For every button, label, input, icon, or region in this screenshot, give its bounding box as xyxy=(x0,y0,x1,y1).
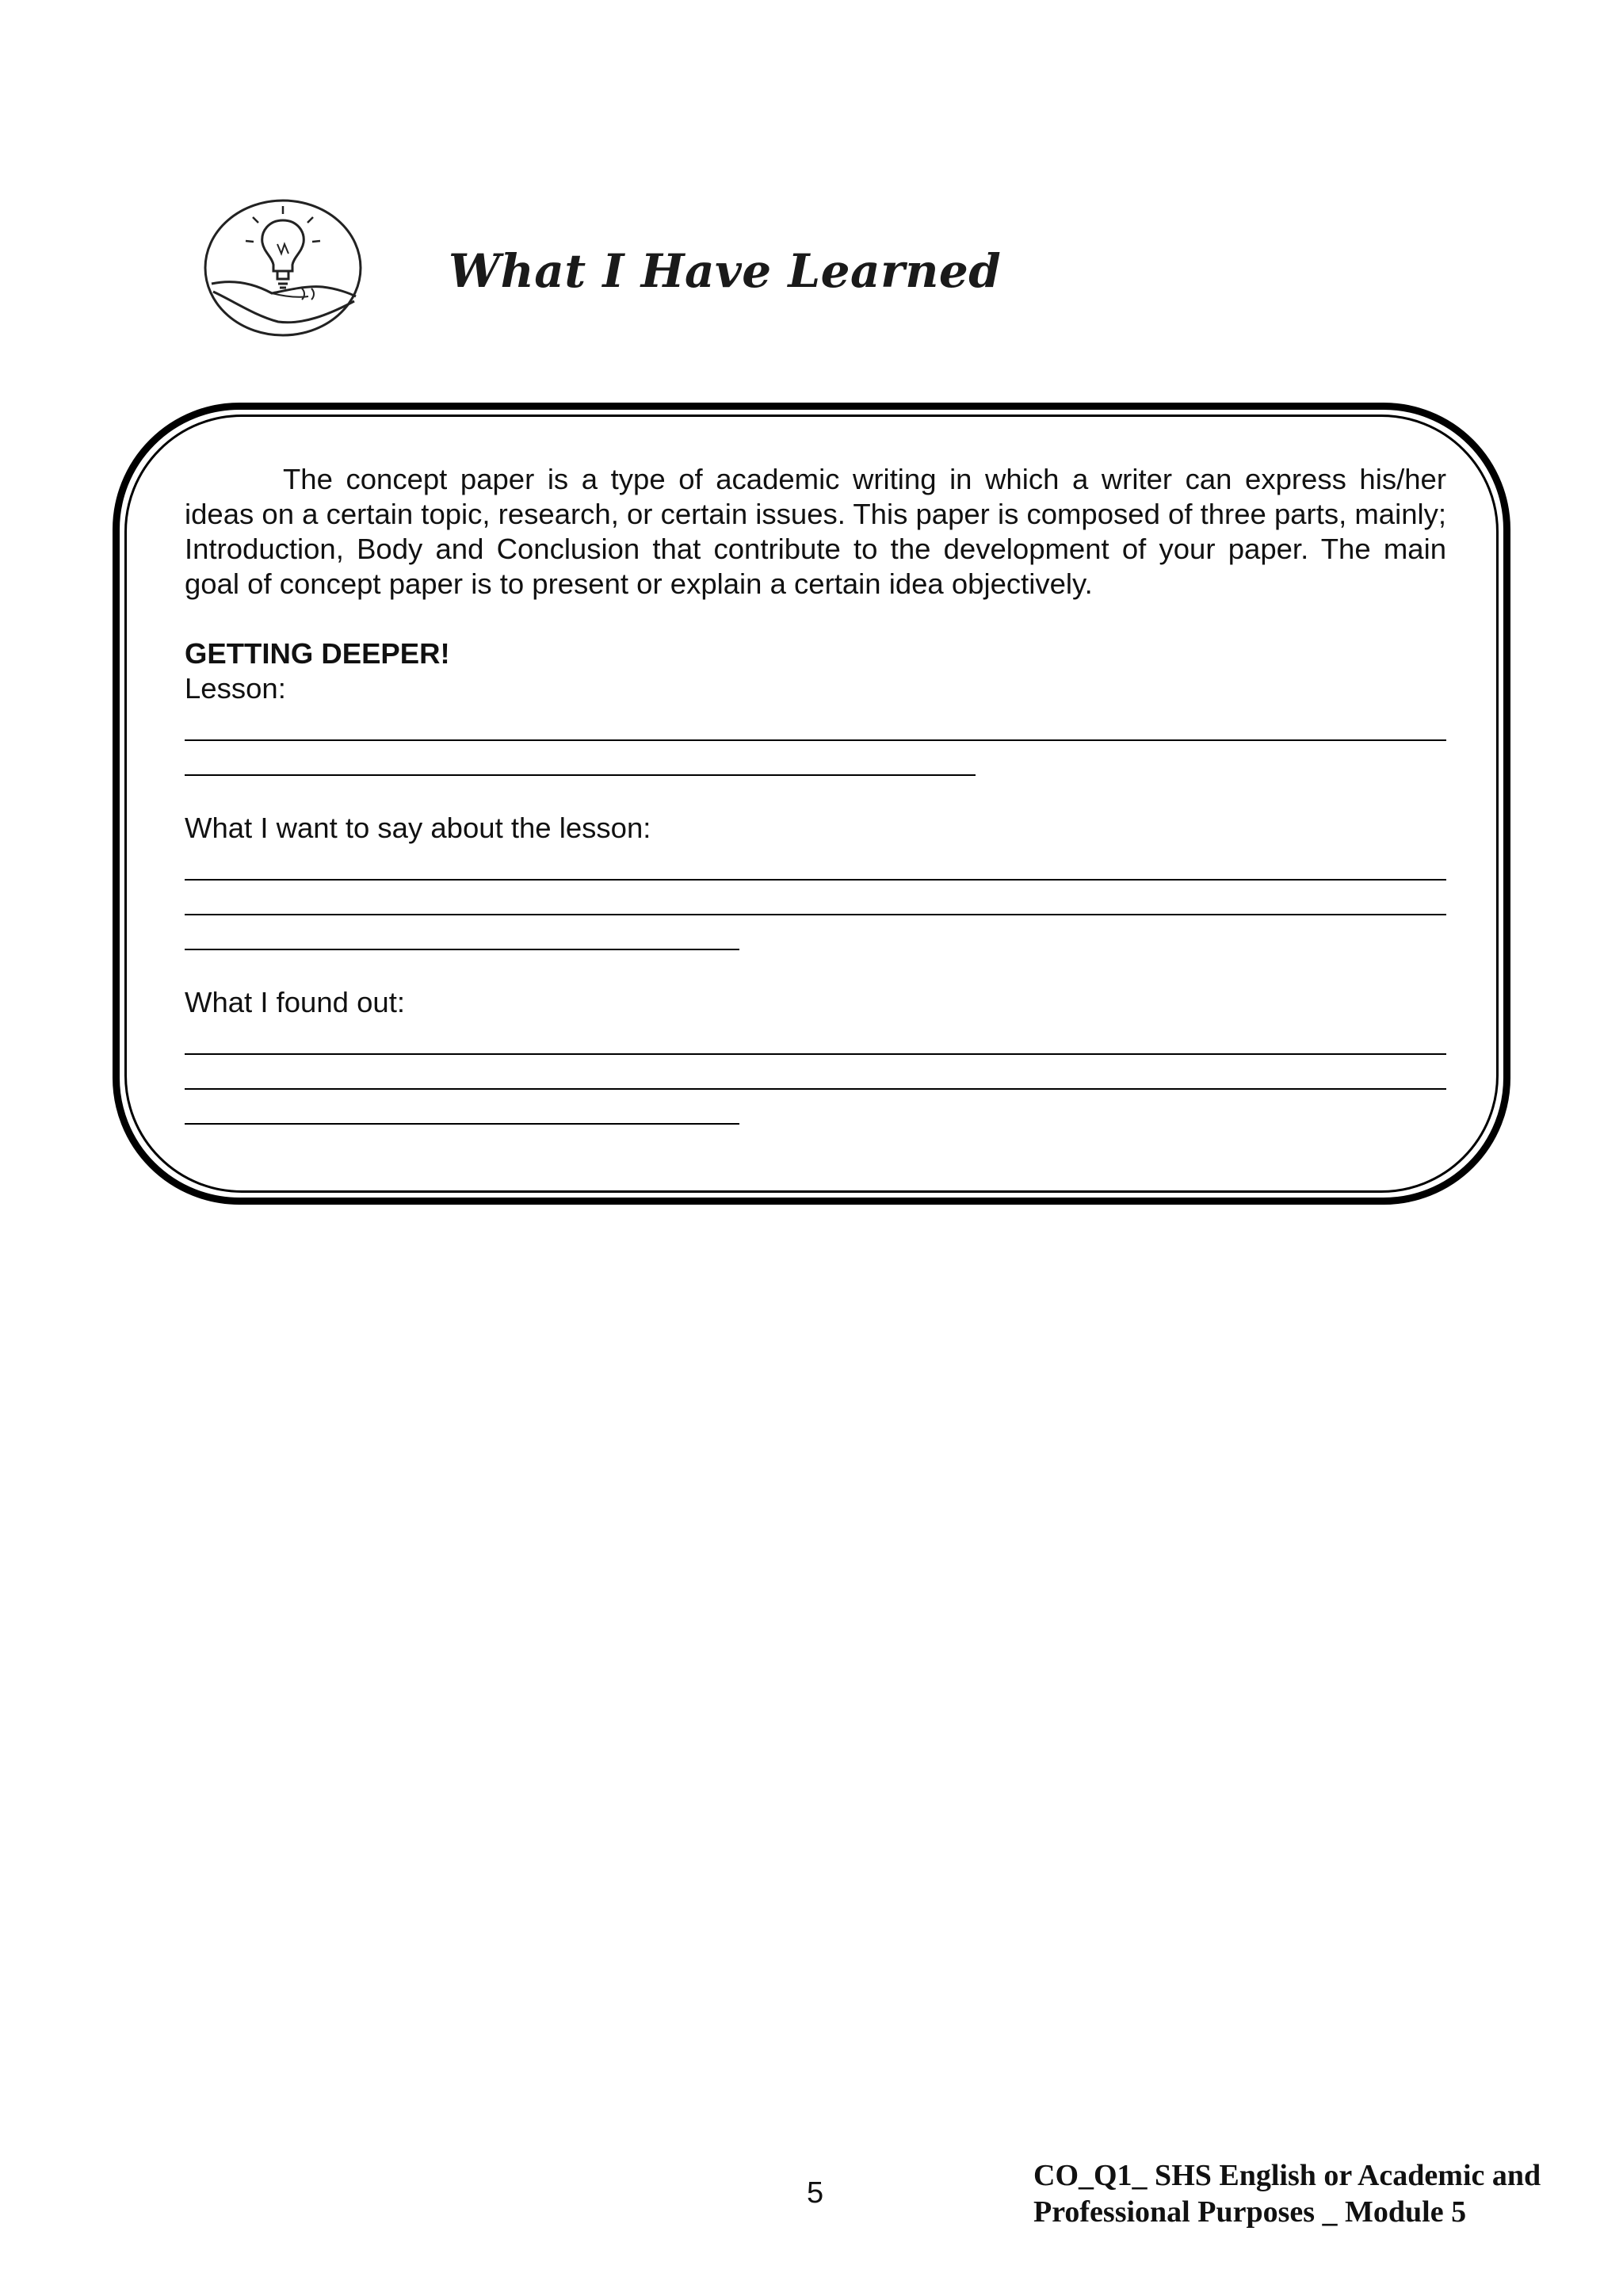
lesson-answer-line[interactable] xyxy=(185,741,976,776)
footer-code-line-1: CO_Q1_ SHS English or Academic and xyxy=(1033,2159,1541,2192)
lesson-prompt: Lesson: xyxy=(185,672,286,705)
header-icon xyxy=(202,197,364,339)
intro-paragraph: The concept paper is a type of academic writing in which a writer can express his/her ideas on a certain topic, research, or certain issues. This paper is composed of three parts, mainly; Introduction, Body and Conclusion that contribute to the development of your paper. The main goal of concept paper is to present or explain a certain idea objectively. xyxy=(185,463,1446,600)
found-out-answer-line[interactable] xyxy=(185,1020,1446,1055)
say-about-lesson-prompt: What I want to say about the lesson: xyxy=(185,812,651,844)
found-out-answer-line[interactable] xyxy=(185,1055,1446,1090)
say-about-lesson-answer-line[interactable] xyxy=(185,846,1446,881)
say-about-lesson-answer-line[interactable] xyxy=(185,915,739,950)
lightbulb-on-hand-icon xyxy=(202,197,364,339)
footer-module-code xyxy=(1033,2157,1541,2230)
lesson-answer-line[interactable] xyxy=(185,706,1446,741)
footer-code-line-2: Professional Purposes _ Module 5 xyxy=(1033,2195,1467,2229)
page-number: 5 xyxy=(807,2176,824,2210)
section-title: What I Have Learned xyxy=(449,244,1002,298)
say-about-lesson-answer-line[interactable] xyxy=(185,881,1446,915)
activity-box-content xyxy=(185,462,1446,1125)
found-out-answer-line[interactable] xyxy=(185,1090,739,1125)
found-out-prompt: What I found out: xyxy=(185,986,405,1018)
getting-deeper-heading: GETTING DEEPER! xyxy=(185,637,450,670)
